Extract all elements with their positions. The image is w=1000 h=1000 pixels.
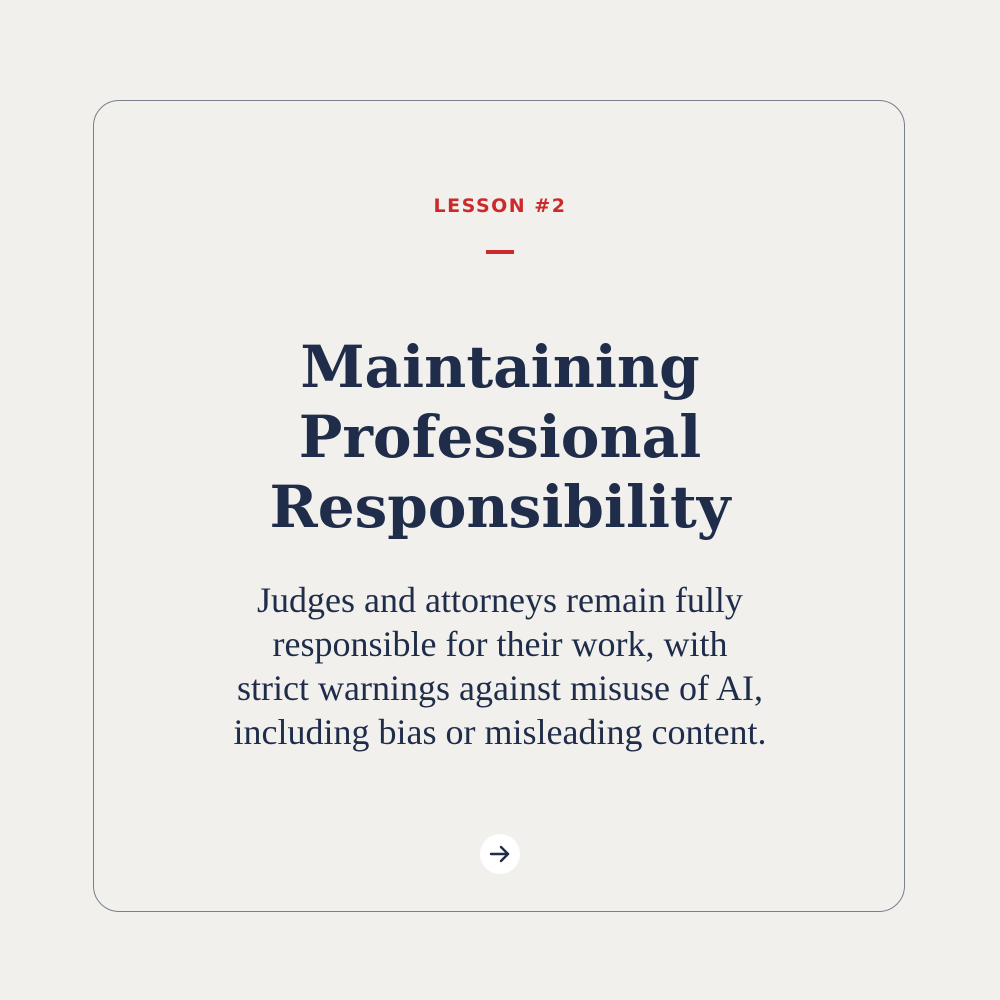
title-line: Professional [298, 403, 702, 471]
lesson-title [100, 332, 900, 542]
accent-divider [486, 250, 514, 254]
description-line: responsible for their work, with [272, 624, 728, 664]
arrow-right-icon [487, 841, 513, 867]
description-line: Judges and attorneys remain fully [257, 580, 743, 620]
lesson-label: LESSON #2 [433, 195, 567, 217]
next-button[interactable] [480, 834, 520, 874]
title-line: Responsibility [269, 473, 731, 541]
title-line: Maintaining [300, 333, 700, 401]
description-line: strict warnings against misuse of AI, [237, 668, 763, 708]
lesson-description [140, 578, 860, 754]
description-line: including bias or misleading content. [233, 712, 767, 752]
